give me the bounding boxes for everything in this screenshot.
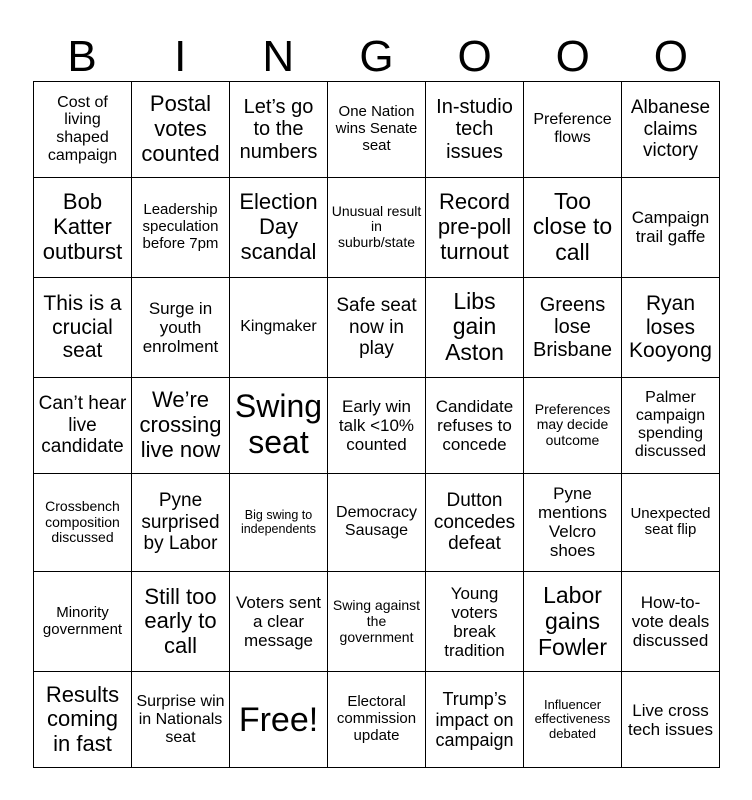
bingo-cell[interactable]: Big swing to independents [230,473,328,572]
board-row [34,177,720,277]
title-letter: O [457,32,492,81]
title-letter: B [67,32,97,81]
bingo-cell[interactable]: Swing against the government [328,572,426,672]
bingo-cell[interactable]: Labor gains Fowler [524,572,622,672]
bingo-cell[interactable]: Preference flows [524,82,622,178]
bingo-cell[interactable]: Election Day scandal [230,177,328,277]
bingo-cell[interactable]: Minority government [34,572,132,672]
bingo-cell[interactable]: In-studio tech issues [426,82,524,178]
bingo-cell[interactable]: Young voters break tradition [426,572,524,672]
bingo-cell[interactable]: Record pre-poll turnout [426,177,524,277]
board-row [34,672,720,768]
board-row [34,572,720,672]
bingo-cell[interactable]: Palmer campaign spending discussed [622,377,720,473]
bingo-cell[interactable]: Voters sent a clear message [230,572,328,672]
bingo-cell[interactable]: This is a crucial seat [34,277,132,377]
board-row [34,82,720,178]
bingo-cell[interactable]: How-to-vote deals discussed [622,572,720,672]
bingo-cell[interactable]: Candidate refuses to concede [426,377,524,473]
board-row [34,277,720,377]
bingo-cell[interactable]: Unexpected seat flip [622,473,720,572]
bingo-cell[interactable]: Safe seat now in play [328,277,426,377]
bingo-cell[interactable]: One Nation wins Senate seat [328,82,426,178]
bingo-cell[interactable]: Kingmaker [230,277,328,377]
bingo-board [33,81,720,768]
bingo-cell[interactable]: Live cross tech issues [622,672,720,768]
title-letter: N [262,32,295,81]
bingo-cell[interactable]: Libs gain Aston [426,277,524,377]
bingo-cell[interactable]: Crossbench composition discussed [34,473,132,572]
title-letter: I [174,32,187,81]
bingo-cell[interactable]: Let’s go to the numbers [230,82,328,178]
bingo-cell[interactable]: Still too early to call [132,572,230,672]
bingo-cell[interactable]: Democracy Sausage [328,473,426,572]
bingo-cell[interactable]: Early win talk <10% counted [328,377,426,473]
bingo-cell[interactable]: Pyne mentions Velcro shoes [524,473,622,572]
bingo-cell[interactable]: Results coming in fast [34,672,132,768]
bingo-cell[interactable]: Bob Katter outburst [34,177,132,277]
bingo-title [33,32,720,82]
bingo-cell[interactable]: Albanese claims victory [622,82,720,178]
bingo-cell[interactable]: Too close to call [524,177,622,277]
bingo-cell[interactable]: Cost of living shaped campaign [34,82,132,178]
bingo-cell[interactable]: Trump’s impact on campaign [426,672,524,768]
bingo-cell[interactable]: Pyne surprised by Labor [132,473,230,572]
bingo-cell[interactable]: Ryan loses Kooyong [622,277,720,377]
bingo-cell[interactable]: Surge in youth enrolment [132,277,230,377]
board-row [34,473,720,572]
bingo-cell[interactable]: Unusual result in suburb/state [328,177,426,277]
title-letter: O [653,32,688,81]
bingo-cell[interactable]: Postal votes counted [132,82,230,178]
bingo-cell[interactable]: Influencer effectiveness debated [524,672,622,768]
bingo-cell[interactable]: Leadership speculation before 7pm [132,177,230,277]
title-letter: G [359,32,394,81]
bingo-cell-free[interactable]: Free! [230,672,328,768]
title-letter: O [555,32,590,81]
bingo-cell[interactable]: Greens lose Brisbane [524,277,622,377]
bingo-cell[interactable]: Preferences may decide outcome [524,377,622,473]
bingo-cell[interactable]: Electoral commission update [328,672,426,768]
bingo-cell[interactable]: Swing seat [230,377,328,473]
bingo-cell[interactable]: Campaign trail gaffe [622,177,720,277]
bingo-cell[interactable]: Surprise win in Nationals seat [132,672,230,768]
bingo-cell[interactable]: Can’t hear live candidate [34,377,132,473]
bingo-cell[interactable]: We’re crossing live now [132,377,230,473]
bingo-cell[interactable]: Dutton concedes defeat [426,473,524,572]
board-row [34,377,720,473]
